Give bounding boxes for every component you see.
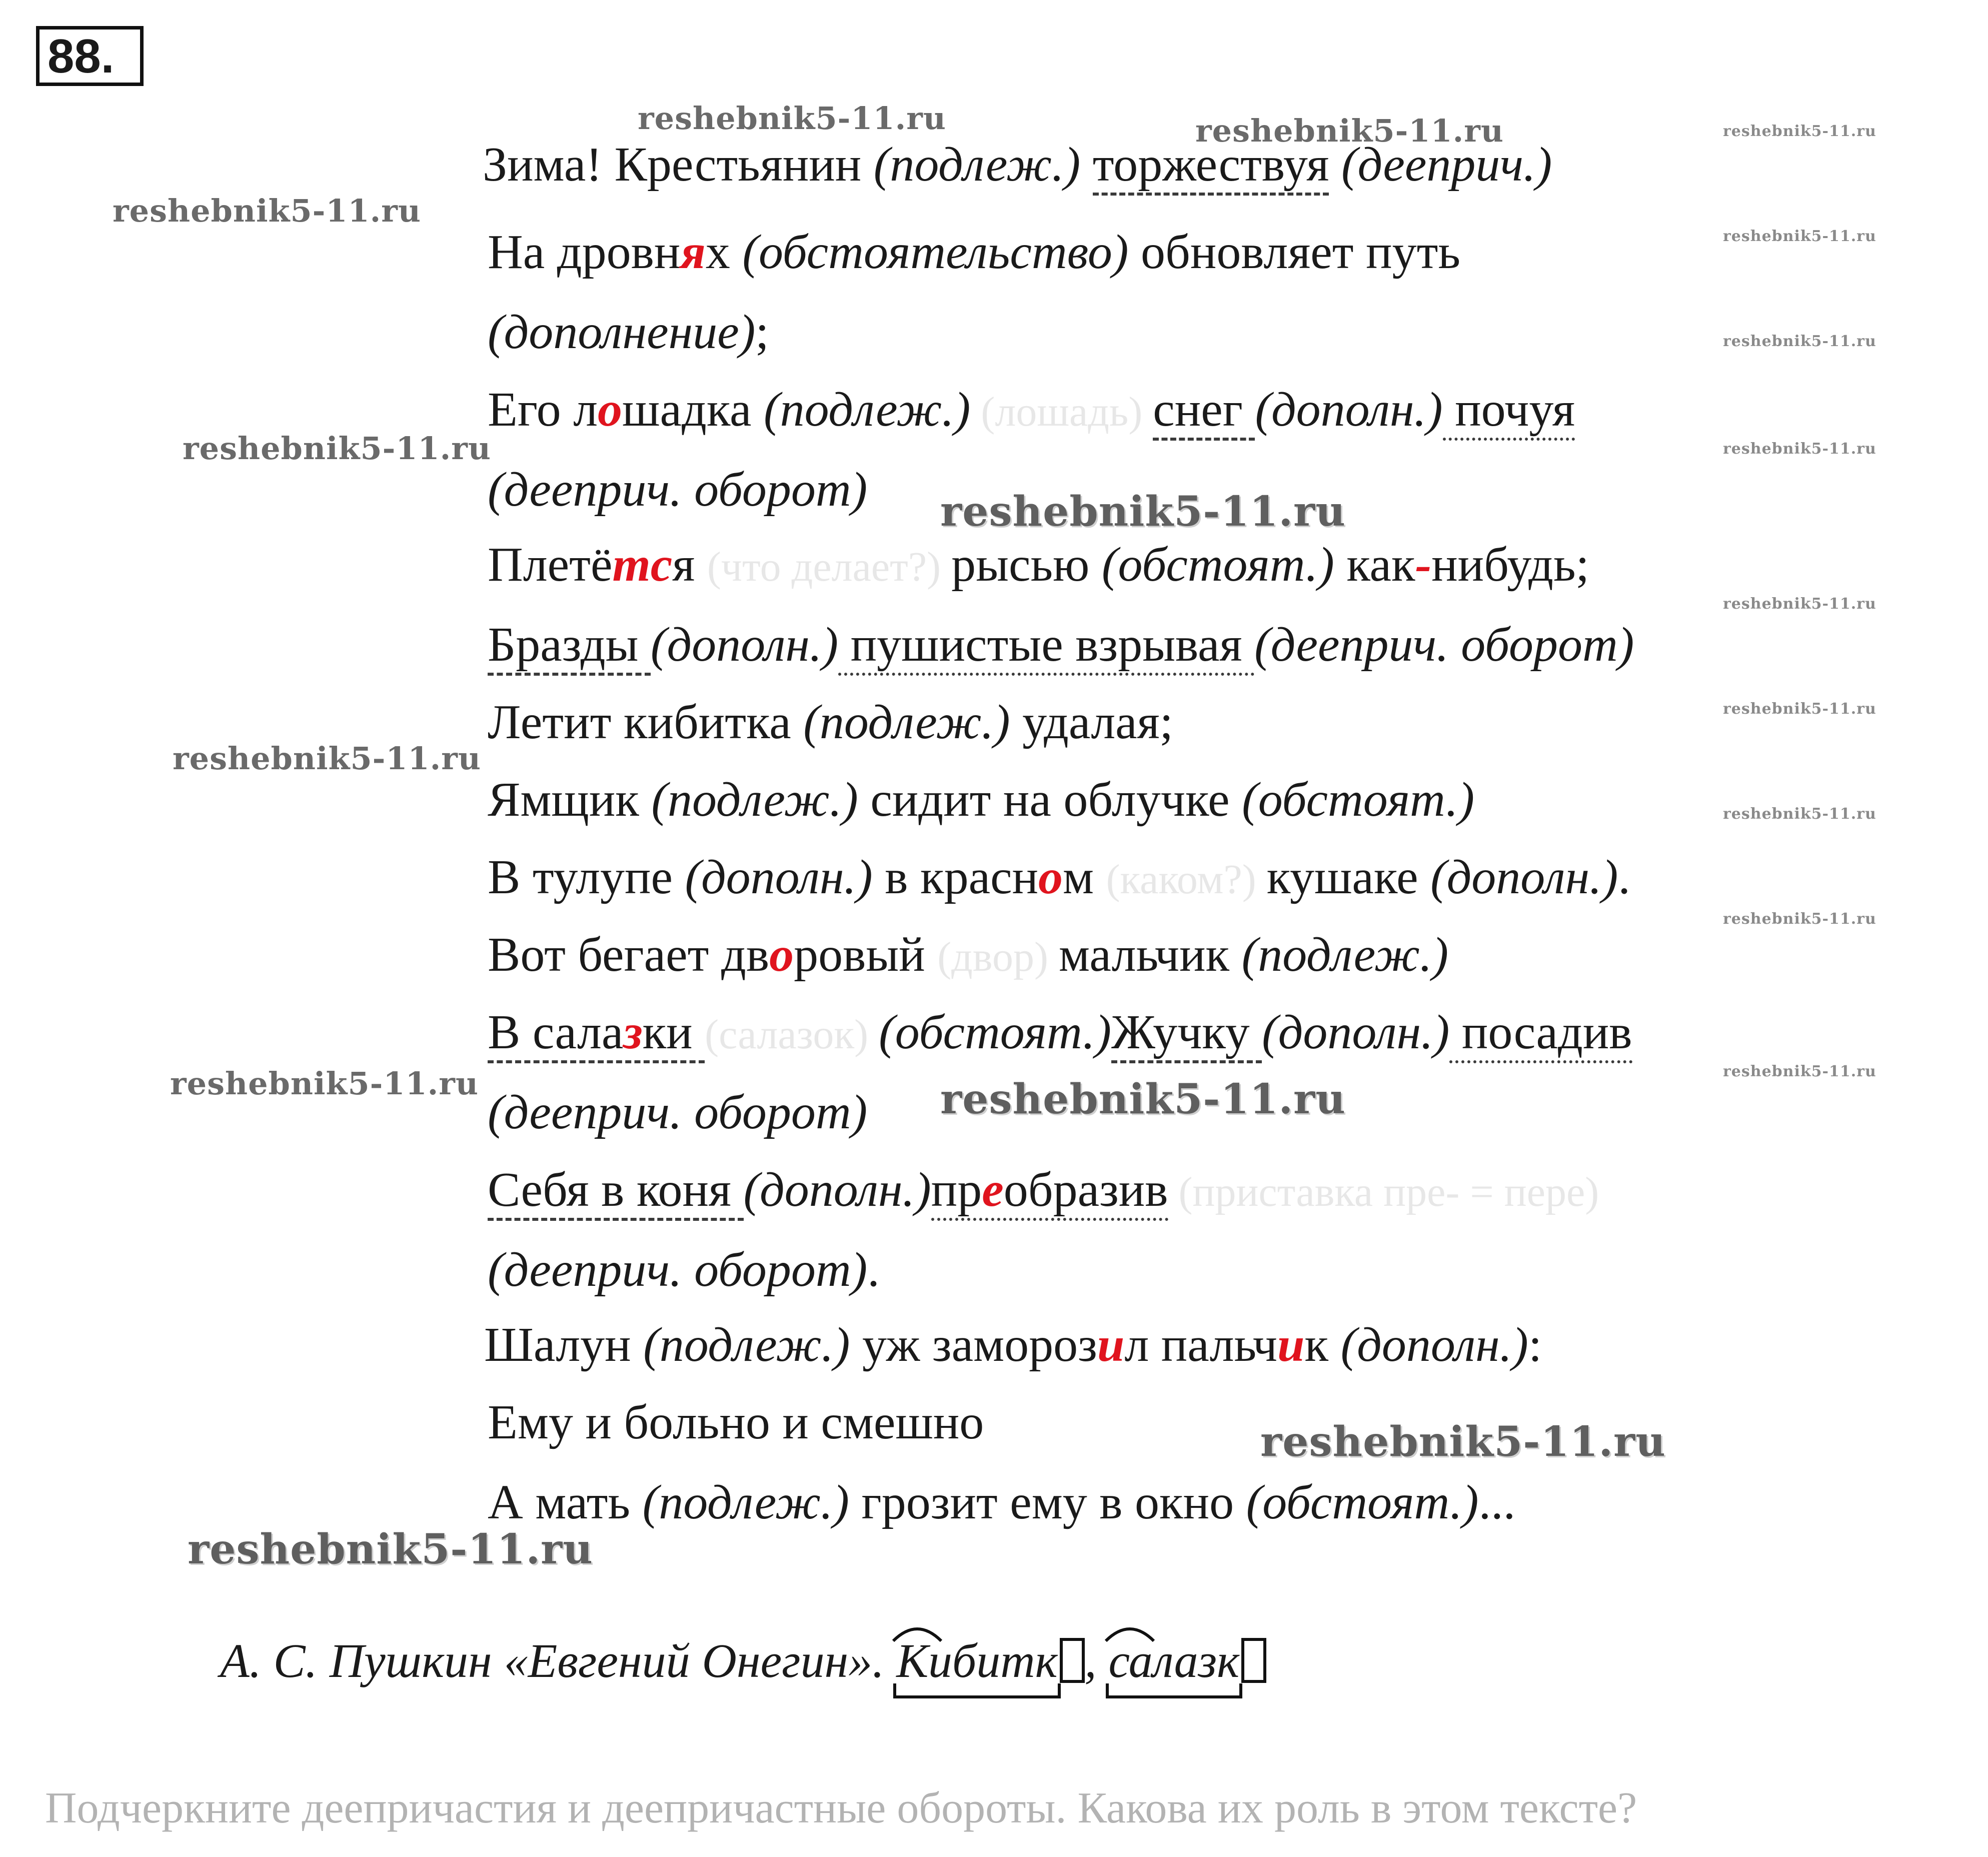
watermark: reshebnik5-11.ru (638, 100, 946, 137)
base-bracket-icon (1106, 1683, 1243, 1698)
poem-line-13: (дееприч. оборот) (488, 1085, 868, 1139)
watermark: reshebnik5-11.ru (1260, 1418, 1666, 1466)
ending-box-icon (1241, 1638, 1266, 1683)
watermark: reshebnik5-11.ru (1723, 333, 1876, 350)
watermark: reshebnik5-11.ru (188, 1525, 593, 1573)
poem-line-1: Зима! Крестьянин (подлеж.) торжествуя (дееприч.) (483, 140, 1552, 189)
task-instruction: Подчеркните деепричастия и деепричастные обороты. Какова их роль в этом тексте? (45, 1784, 1637, 1832)
poem-line-18: А мать (подлеж.) грозит ему в окно (обстоят.)... (488, 1475, 1516, 1529)
word-scheme-salazki: салазк (1109, 1633, 1240, 1688)
poem-line-7: Бразды (дополн.) пушистые взрывая (дееприч. оборот) (488, 620, 1634, 669)
watermark: reshebnik5-11.ru (183, 430, 491, 467)
poem-line-3: (дополнение); (488, 305, 769, 359)
poem-line-9: Ямщик (подлеж.) сидит на облучке (обстоят.) (488, 773, 1475, 827)
poem-line-16: Шалун (подлеж.) уж заморозил пальчик (дополн.): (484, 1318, 1542, 1372)
poem-line-12: В салазки (салазок) (обстоят.)Жучку (дополн.) посадив (488, 1008, 1632, 1057)
watermark: reshebnik5-11.ru (1723, 595, 1876, 613)
root-arc-icon (1105, 1622, 1155, 1642)
base-bracket-icon (893, 1683, 1060, 1698)
ending-box-icon (1060, 1638, 1085, 1683)
exercise-number: 88. (36, 26, 144, 86)
poem-line-14: Себя в коня (дополн.)преобразив (приставка пре- = пере) (488, 1165, 1599, 1214)
author-line: А. С. Пушкин «Евгений Онегин». Кибитк , салазк (220, 1633, 1266, 1688)
watermark: reshebnik5-11.ru (1723, 440, 1876, 458)
poem-line-2: На дровнях (обстоятельство) обновляет путь (488, 225, 1461, 279)
poem-line-17: Ему и больно и смешно (488, 1395, 984, 1449)
watermark: reshebnik5-11.ru (1723, 700, 1876, 718)
watermark: reshebnik5-11.ru (1723, 228, 1876, 245)
root-arc-icon (892, 1622, 942, 1642)
watermark: reshebnik5-11.ru (1723, 910, 1876, 928)
watermark: reshebnik5-11.ru (113, 193, 421, 229)
watermark: reshebnik5-11.ru (1723, 123, 1876, 140)
poem-line-10: В тулупе (дополн.) в красном (каком?) кушаке (дополн.). (488, 850, 1630, 904)
watermark: reshebnik5-11.ru (940, 1075, 1346, 1123)
watermark: reshebnik5-11.ru (170, 1065, 479, 1102)
poem-line-4: Его лошадка (подлеж.) (лошадь) снег (дополн.) почуя (488, 385, 1575, 434)
poem-line-11: Вот бегает дворовый (двор) мальчик (подлеж.) (488, 928, 1449, 982)
poem-line-6: Плетётся (что делает?) рысью (обстоят.) как-нибудь; (488, 538, 1589, 592)
watermark: reshebnik5-11.ru (173, 740, 481, 777)
poem-line-8: Летит кибитка (подлеж.) удалая; (488, 695, 1173, 749)
watermark: reshebnik5-11.ru (1723, 805, 1876, 823)
watermark: reshebnik5-11.ru (940, 488, 1346, 536)
word-scheme-kibitka: Кибитк (896, 1633, 1057, 1688)
watermark: reshebnik5-11.ru (1195, 113, 1504, 149)
poem-line-15: (дееприч. оборот). (488, 1243, 880, 1297)
watermark: reshebnik5-11.ru (1723, 1063, 1876, 1080)
poem-line-5: (дееприч. оборот) (488, 463, 868, 517)
